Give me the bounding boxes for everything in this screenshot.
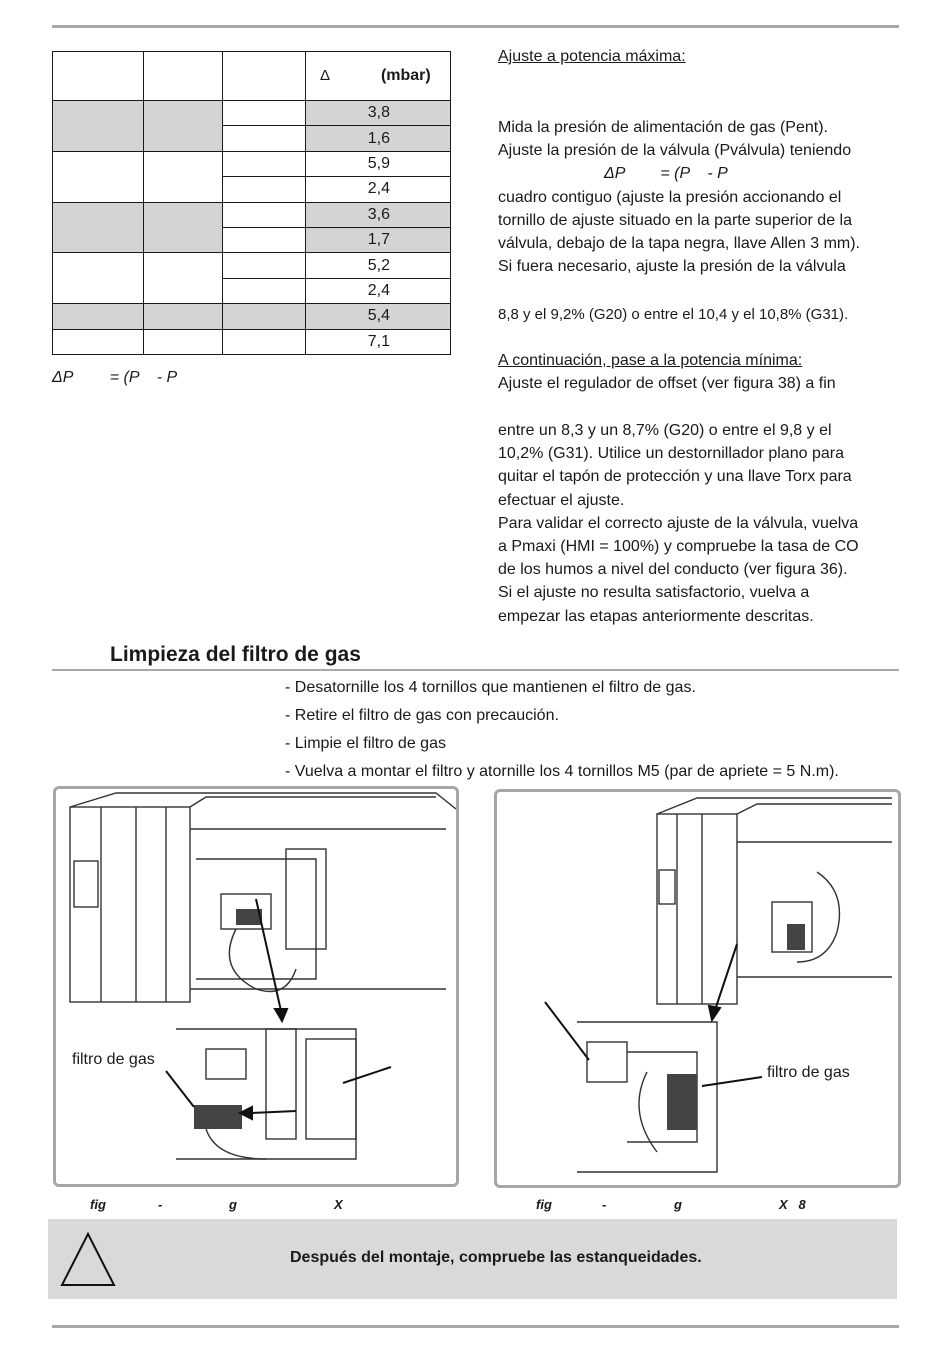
table-cell: 5,9 xyxy=(306,151,451,176)
text-line: Para validar el correcto ajuste de la válvula, vuelva xyxy=(498,514,859,532)
heading-max-power: Ajuste a potencia máxima: xyxy=(498,48,686,65)
formula-rest: = (P - P xyxy=(109,369,178,386)
text-line: Si fuera necesario, ajuste la presión de la válvula xyxy=(498,258,846,276)
warning-triangle-icon xyxy=(58,1229,118,1289)
paragraph-a xyxy=(498,116,899,278)
caption-left-fig: fig xyxy=(90,1197,106,1212)
filter-label-right: filtro de gas xyxy=(767,1064,850,1081)
text-line: cuadro contiguo (ajuste la presión accionando el xyxy=(498,188,842,206)
text-line: Si el ajuste no resulta satisfactorio, vuelva a xyxy=(498,584,810,602)
delta-symbol: Δ xyxy=(320,67,331,84)
table-cell: 3,6 xyxy=(306,202,451,227)
table-cell: 2,4 xyxy=(306,177,451,202)
bottom-rule xyxy=(52,1325,899,1328)
caption-left-dash: - xyxy=(158,1197,163,1212)
list-item: - Vuelva a montar el filtro y atornille los 4 tornillos M5 (par de apriete = 5 N.m). xyxy=(285,763,839,780)
heading-min-power: A continuación, pase a la potencia mínima: xyxy=(498,352,803,369)
table-cell: 3,8 xyxy=(306,101,451,126)
list-item: - Desatornille los 4 tornillos que mantienen el filtro de gas. xyxy=(285,679,696,696)
text-line: válvula, debajo de la tapa negra, llave Allen 3 mm). xyxy=(498,235,860,253)
table-row xyxy=(53,304,451,329)
table-header-unit xyxy=(306,52,451,101)
text-line: empezar las etapas anteriormente descritas. xyxy=(498,607,814,625)
table-row xyxy=(53,329,451,354)
table-cell: 2,4 xyxy=(306,278,451,303)
caption-right-x: X 8 xyxy=(779,1197,806,1212)
table-formula xyxy=(52,369,177,387)
table-cell: 1,6 xyxy=(306,126,451,151)
caption-right-fig: fig xyxy=(536,1197,552,1212)
text-line: Mida la presión de alimentación de gas (Pent). xyxy=(498,119,828,136)
text-line: tornillo de ajuste situado en la parte superior de la xyxy=(498,211,852,229)
caption-right-dash: - xyxy=(602,1197,607,1212)
paragraph-c: 8,8 y el 9,2% (G20) o entre el 10,4 y el 10,8% (G31). xyxy=(498,306,849,323)
text-line: 10,2% (G31). Utilice un destornillador plano para xyxy=(498,445,844,463)
pressure-table xyxy=(52,51,451,355)
table-cell: 7,1 xyxy=(306,329,451,354)
inline-formula: ΔP = (P - P xyxy=(604,165,728,183)
caption-left-x: X xyxy=(334,1197,343,1212)
top-rule xyxy=(52,25,899,28)
section-title: Limpieza del filtro de gas xyxy=(110,643,361,666)
table-row xyxy=(53,151,451,176)
table-row xyxy=(53,253,451,278)
boiler-illustration-right xyxy=(497,792,898,1185)
table-row xyxy=(53,101,451,126)
paragraph-d: Ajuste el regulador de offset (ver figura 38) a fin xyxy=(498,375,836,392)
table-cell: 1,7 xyxy=(306,227,451,252)
text-line: efectuar el ajuste. xyxy=(498,491,625,509)
table-cell: 5,4 xyxy=(306,304,451,329)
section-divider xyxy=(52,669,899,671)
list-item: - Limpie el filtro de gas xyxy=(285,735,446,752)
table-cell: 5,2 xyxy=(306,253,451,278)
figure-left xyxy=(53,786,459,1187)
caption-left-g: g xyxy=(229,1197,237,1212)
table-header-row xyxy=(53,52,451,101)
table-row xyxy=(53,202,451,227)
paragraph-e xyxy=(498,419,899,628)
text-line: entre un 8,3 y un 8,7% (G20) o entre el 9,8 y el xyxy=(498,422,832,439)
text-line: quitar el tapón de protección y una llave Torx para xyxy=(498,468,852,486)
text-line: a Pmaxi (HMI = 100%) y compruebe la tasa de CO xyxy=(498,538,859,556)
warning-text: Después del montaje, compruebe las estanqueidades. xyxy=(290,1249,702,1266)
filter-label-left: filtro de gas xyxy=(72,1051,155,1068)
figure-right xyxy=(494,789,901,1188)
text-line: Ajuste la presión de la válvula (Pválvula) teniendo xyxy=(498,142,852,160)
instruction-list xyxy=(285,674,839,786)
text-line: de los humos a nivel del conducto (ver figura 36). xyxy=(498,561,848,579)
list-item: - Retire el filtro de gas con precaución. xyxy=(285,707,559,724)
unit-label: (mbar) xyxy=(380,67,431,84)
formula-delta: ΔP xyxy=(52,369,73,386)
boiler-illustration-left xyxy=(56,789,456,1184)
caption-right-g: g xyxy=(674,1197,682,1212)
